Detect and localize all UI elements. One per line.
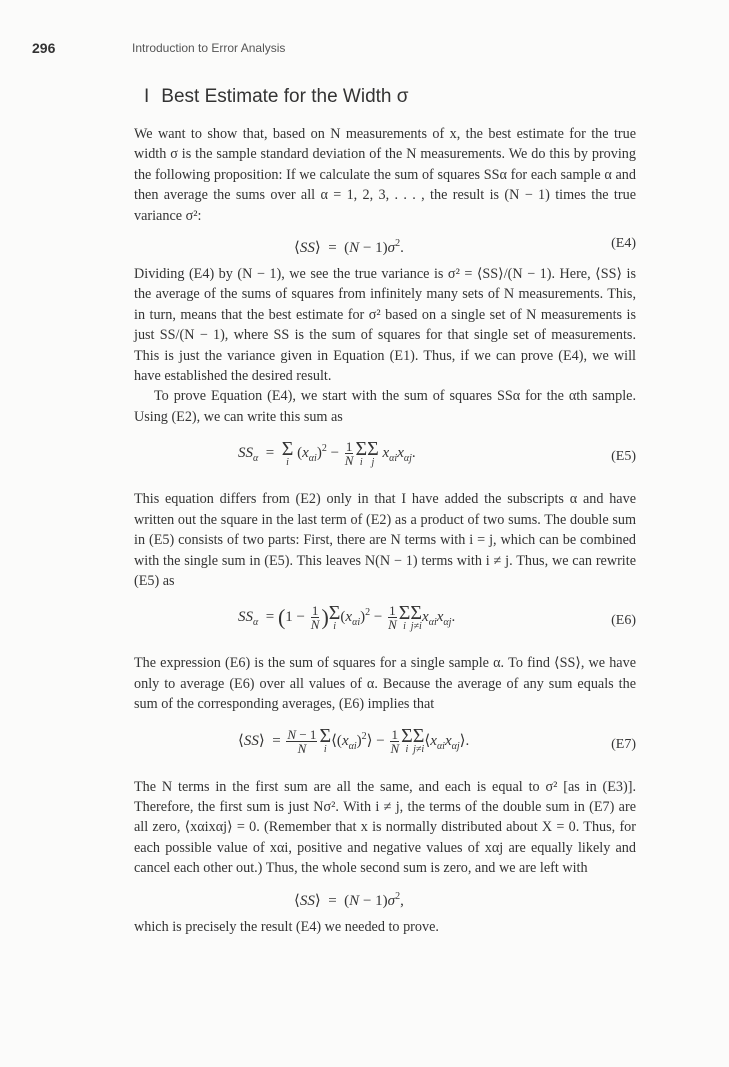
page-header: [32, 40, 689, 56]
paragraph: which is precisely the result (E4) we needed to prove.: [134, 918, 439, 935]
equation-body: ⟨SS⟩ = $(N - 1)\sigma^2$.: [294, 238, 404, 257]
equation-e7: [134, 723, 636, 769]
equation-body: $SS_\alpha = (1$ − $\frac{1}{N}$ ) Σ i $(x_{\alpha i})^2$ − $\frac{1}{N}$ Σ i Σ j≠i $x_{\alpha i}x_{\alpha j}$.: [238, 601, 456, 633]
paragraph: Dividing (E4) by (N − 1), we see the true variance is σ² = ⟨SS⟩/(N − 1). Here, ⟨SS⟩ is the average of the sums of squares from infinitely many sets of N measurements. This, in turn, means that the best estimate for σ² based on a single set of N measurements is just SS/(N − 1), where SS is the sum of squares for that single set of measurements. This is just the variance given in Equation (E1). Thus, if we can prove (E4), we will have established the desired result.: [134, 266, 636, 385]
equation-label: (E6): [611, 613, 636, 629]
running-title: Introduction to Error Analysis: [132, 41, 286, 55]
section-title: Best Estimate for the Width σ: [161, 86, 409, 107]
paragraph: The expression (E6) is the sum of squares for a single sample α. To find ⟨SS⟩, we have only to average (E6) over all values of α. Because the average of any sum equals the sum of the corresponding averages, (E6) implies that: [134, 655, 636, 713]
equation-e4: [134, 234, 636, 256]
section-number: I: [144, 86, 150, 107]
equation-body: ⟨SS⟩ = $(N - 1)\sigma^2$,: [294, 890, 404, 909]
paragraph: The N terms in the first sum are all the same, and each is equal to σ² [as in (E3)]. Therefore, the first sum is just Nσ². With i ≠ j, the terms of the double sum in (E7) are all zero, ⟨xαixαj⟩ = 0. (Remember that x is normally distributed about X = 0. Thus, for each possible value of xαi, positive and negative values of xαj are equally likely and cancel each other out.) Thus, the whole second sum is zero, and we are left with: [134, 778, 636, 877]
page-number: 296: [32, 40, 56, 56]
body-text: [134, 124, 636, 937]
equation-body: ⟨SS⟩ = $\frac{N - 1}{N}$ Σ i $⟨(x_{\alpha i})^2⟩$ − $\frac{1}{N}$ Σ i Σ j≠i $⟨x_{\alpha i}x_{\alpha j}⟩$.: [238, 725, 470, 756]
section-heading: [144, 86, 409, 108]
equation-e5: [134, 435, 636, 481]
paragraph: To prove Equation (E4), we start with the sum of squares SSα for the αth sample. Using (E2), we can write this sum as: [134, 388, 636, 425]
paragraph: This equation differs from (E2) only in that I have added the subscripts α and have written out the square in the last term of (E2) as a product of two sums. The double sum in (E5) consists of two parts: First, there are N terms with i = j, which can be combined with the single sum in (E5). This leaves N(N − 1) terms with i ≠ j. Thus, we can rewrite (E5) as: [134, 491, 636, 589]
equation-body: $SS_\alpha$ = Σ i $(x_{\alpha i})^2$ − $\frac{1}{N}$ Σ i Σ j $x_{\alpha i}x_{\alpha j}$.: [238, 437, 416, 469]
equation-result: [134, 887, 636, 909]
paragraph: We want to show that, based on N measurements of x, the best estimate for the true width σ is the sample standard deviation of the N measurements. We do this by proving the following proposition: If we calculate the sum of squares SSα for each sample α and then average the sums over all α = 1, 2, 3, . . . , the result is (N − 1) times the true variance σ²:: [134, 126, 636, 224]
equation-label: (E7): [611, 736, 636, 752]
equation-label: (E4): [611, 236, 636, 252]
equation-e6: [134, 599, 636, 645]
equation-label: (E5): [611, 449, 636, 465]
